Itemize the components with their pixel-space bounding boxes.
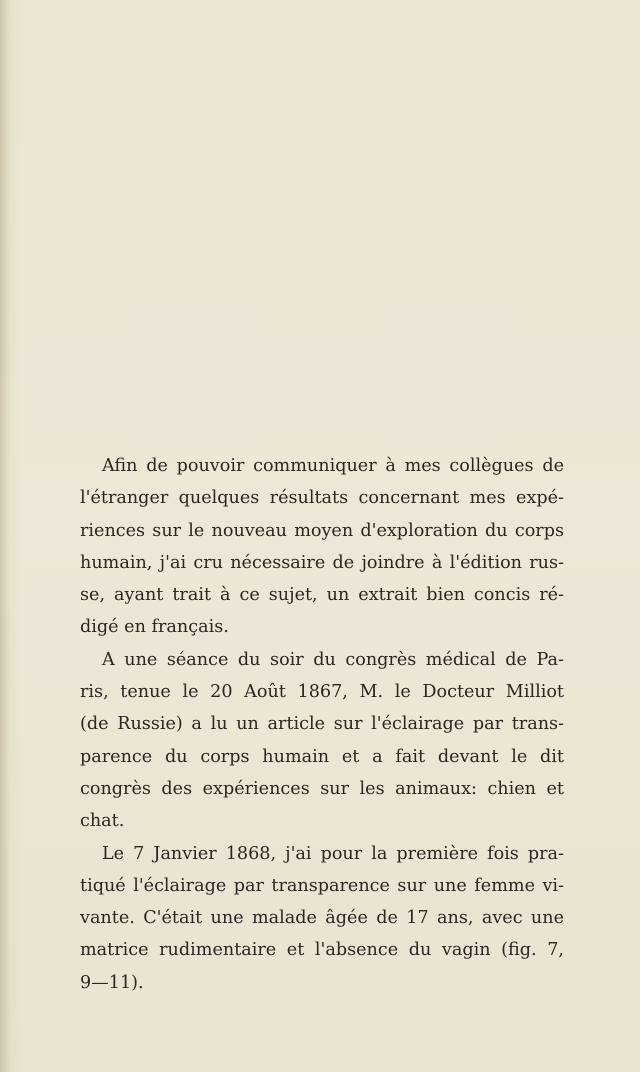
text-line: matrice rudimentaire et l'absence du vagin (fig. 7, (80, 940, 564, 961)
text-line: digé en français. (80, 617, 229, 638)
text-line: (de Russie) a lu un article sur l'éclairage par trans- (80, 714, 564, 735)
text-line: vante. C'était une malade âgée de 17 ans, avec une (80, 908, 564, 929)
text-line: congrès des expériences sur les animaux: chien et (80, 778, 564, 799)
text-line: tiqué l'éclairage par transparence sur une femme vi- (80, 875, 564, 896)
text-line: Afin de pouvoir communiquer à mes collègues de (102, 456, 564, 476)
text-line: ris, tenue le 20 Août 1867, M. le Docteur Milliot (80, 682, 564, 703)
text-line: humain, j'ai cru nécessaire de joindre à l'édition rus- (80, 552, 564, 573)
text-line: Le 7 Janvier 1868, j'ai pour la première fois pra- (102, 843, 564, 864)
text-line: riences sur le nouveau moyen d'exploration du corps (80, 520, 564, 541)
text-line: l'étranger quelques résultats concernant mes expé- (80, 488, 564, 509)
text-line: parence du corps humain et a fait devant le dit (80, 746, 564, 767)
text-line: A une séance du soir du congrès médical de Pa- (102, 649, 564, 670)
text-line: se, ayant trait à ce sujet, un extrait bien concis ré- (80, 585, 564, 606)
text-line: chat. (80, 811, 125, 832)
text-line: 9—11). (80, 972, 144, 993)
body-text (80, 450, 564, 999)
